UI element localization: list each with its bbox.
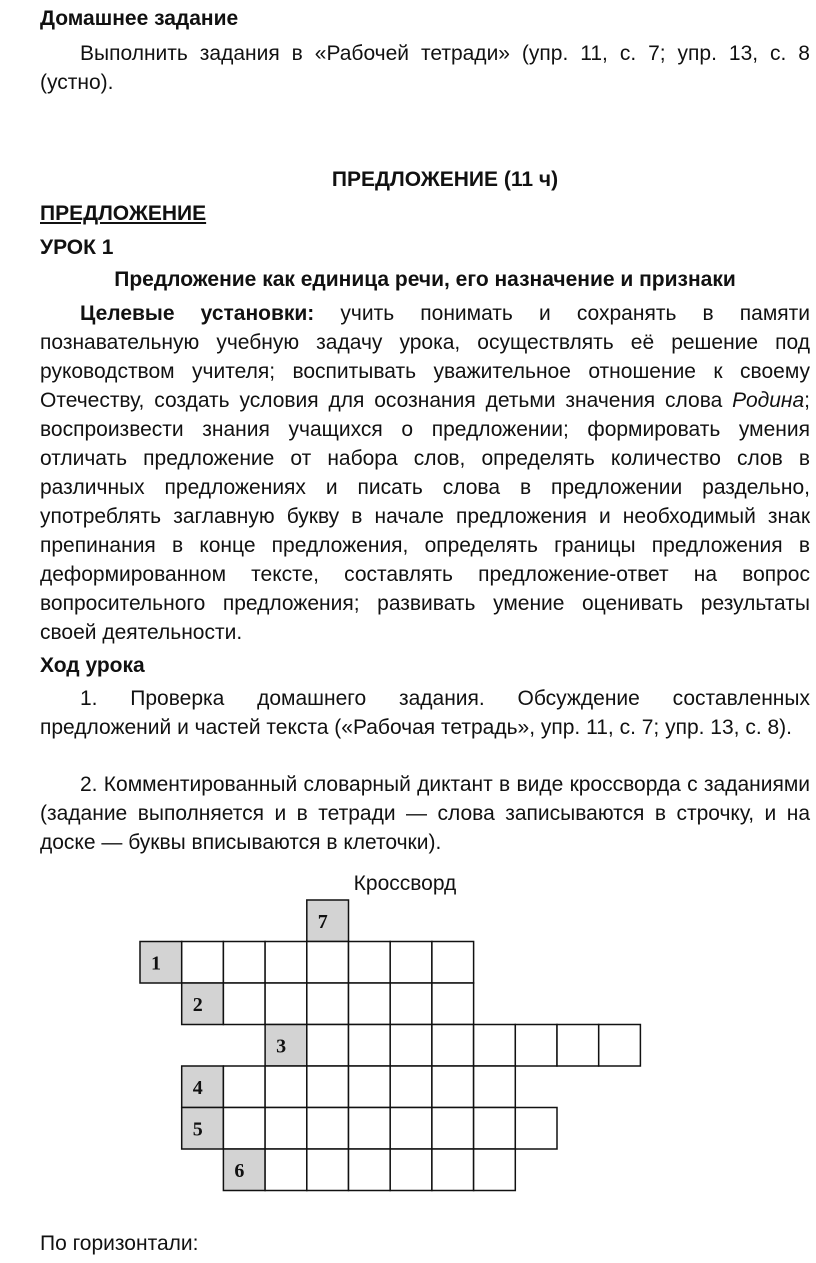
goals-text-before: учить понимать и сохранять в памяти познавательную учебную задачу урока, осуществлять её решение под руководством учителя; воспитывать уважительное отношение к своему Отечеству, создать условия для осознания детьми значения слова bbox=[40, 302, 810, 412]
crossword-number: 3 bbox=[276, 1035, 287, 1058]
crossword-cell bbox=[265, 983, 307, 1025]
crossword-number: 6 bbox=[234, 1160, 245, 1182]
crossword-cell bbox=[390, 1025, 432, 1067]
crossword-cell bbox=[182, 942, 224, 984]
lesson-number: УРОК 1 bbox=[40, 236, 114, 259]
crossword-cell bbox=[265, 1108, 307, 1150]
course-item-1: 1. Проверка домашнего задания. Обсуждение составленных предложений и частей текста («Рабочая тетрадь», упр. 11, с. 7; упр. 13, с. 8). bbox=[40, 687, 810, 739]
crossword-cell bbox=[307, 1025, 349, 1067]
goals-label: Целевые установки: bbox=[80, 302, 315, 325]
goals-text-after: ; воспроизвести знания учащихся о предложении; формировать умения отличать предложение от набора слов, определять количество слов в различных предложениях и писать слова в предложении раздельно, употреблять заглавную букву в начале предложения и необходимый знак препинания в конце предложения, определять границы предложения в деформированном тексте, составлять предложение-ответ на вопрос вопросительного предложения; развивать умение оценивать результаты своей деятельности. bbox=[40, 389, 810, 644]
crossword-cell bbox=[307, 1149, 349, 1191]
horizontal-label: По горизонтали: bbox=[40, 1232, 199, 1255]
crossword-cell bbox=[349, 1025, 391, 1067]
crossword-cell bbox=[349, 1149, 391, 1191]
crossword-cell bbox=[515, 1025, 557, 1067]
crossword-cell bbox=[474, 1066, 516, 1108]
crossword-title: Кроссворд bbox=[353, 872, 457, 895]
course-heading: Ход урока bbox=[40, 654, 145, 677]
lesson-title: Предложение как единица речи, его назначение и признаки bbox=[114, 268, 736, 291]
homework-heading: Домашнее задание bbox=[40, 7, 239, 30]
crossword-cell bbox=[474, 1025, 516, 1067]
crossword-cell bbox=[349, 1108, 391, 1150]
crossword-cell bbox=[223, 983, 265, 1025]
crossword-cell bbox=[223, 1066, 265, 1108]
course-item-2: 2. Комментированный словарный диктант в виде кроссворда с заданиями (задание выполняется и в тетради — слова записываются в строчку, и на доске — буквы вписываются в клеточки). bbox=[40, 773, 810, 854]
crossword-cell bbox=[432, 983, 474, 1025]
crossword-cell bbox=[390, 1108, 432, 1150]
crossword-cell bbox=[307, 983, 349, 1025]
crossword-cell bbox=[390, 1066, 432, 1108]
crossword-cell bbox=[265, 942, 307, 984]
crossword-cell bbox=[307, 1108, 349, 1150]
crossword-cell bbox=[432, 1066, 474, 1108]
crossword-cell bbox=[515, 1108, 557, 1150]
crossword-number: 7 bbox=[317, 911, 328, 933]
crossword-cell bbox=[432, 1108, 474, 1150]
crossword-cell bbox=[432, 1025, 474, 1067]
homework-text: Выполнить задания в «Рабочей тетради» (упр. 11, с. 7; упр. 13, с. 8 (устно). bbox=[40, 42, 810, 94]
crossword-cell bbox=[432, 942, 474, 984]
crossword-cell bbox=[265, 1149, 307, 1191]
crossword-number: 1 bbox=[151, 952, 161, 975]
crossword-cell bbox=[599, 1025, 641, 1067]
crossword-number: 5 bbox=[192, 1118, 203, 1141]
crossword-cell bbox=[307, 942, 349, 984]
section-title: ПРЕДЛОЖЕНИЕ (11 ч) bbox=[331, 168, 559, 191]
crossword-cell bbox=[432, 1149, 474, 1191]
crossword-cell bbox=[307, 1066, 349, 1108]
crossword-cell bbox=[349, 942, 391, 984]
crossword-cell bbox=[349, 983, 391, 1025]
crossword-cell bbox=[390, 983, 432, 1025]
crossword-cell bbox=[557, 1025, 599, 1067]
crossword-cell bbox=[390, 1149, 432, 1191]
crossword-cell bbox=[349, 1066, 391, 1108]
crossword-cell bbox=[474, 1108, 516, 1150]
crossword-cell bbox=[223, 1108, 265, 1150]
goals-italic-word: Родина bbox=[732, 389, 805, 412]
crossword-cell bbox=[474, 1149, 516, 1191]
crossword-number: 2 bbox=[192, 994, 203, 1016]
crossword-cell bbox=[265, 1066, 307, 1108]
crossword-number: 4 bbox=[192, 1077, 203, 1099]
crossword-cell bbox=[390, 942, 432, 984]
topic-heading: ПРЕДЛОЖЕНИЕ bbox=[40, 202, 207, 225]
crossword-cell bbox=[223, 942, 265, 984]
